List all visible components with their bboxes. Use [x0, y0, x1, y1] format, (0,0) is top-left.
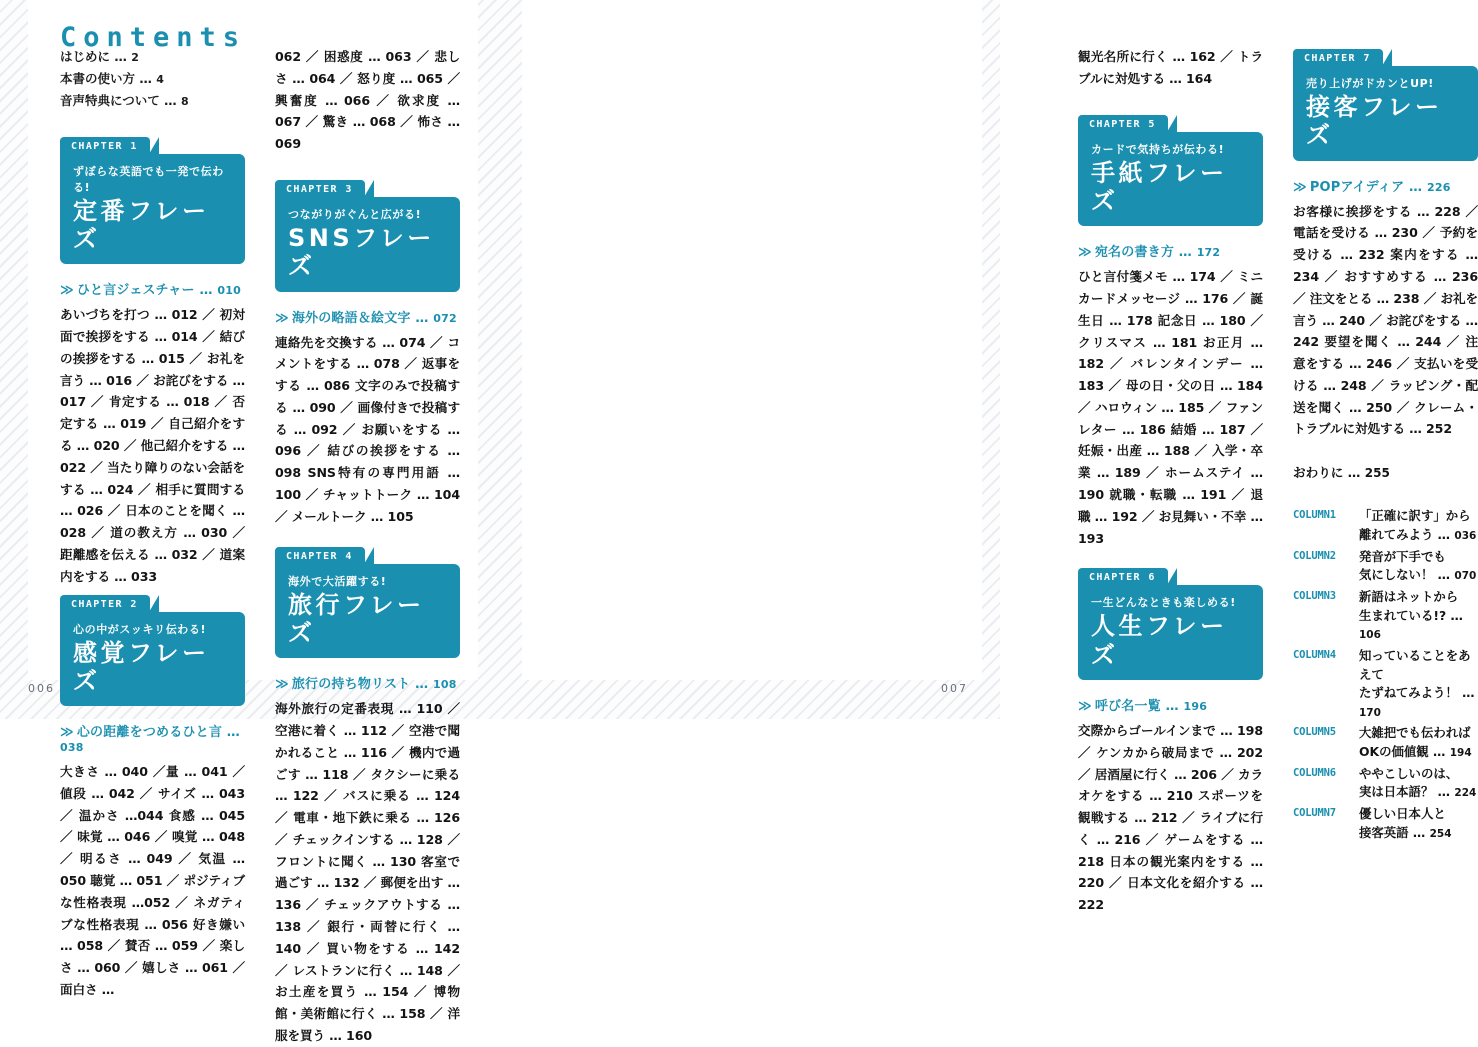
- chapter-banner-2[interactable]: [60, 612, 245, 707]
- leader-dots: …: [1347, 465, 1361, 481]
- leader-dots: …: [114, 49, 127, 64]
- page-number: 4: [156, 72, 164, 86]
- section-heading-7[interactable]: [1293, 176, 1478, 195]
- section-heading-1[interactable]: [60, 279, 245, 298]
- chapter-title: 接客フレーズ: [1306, 93, 1443, 150]
- page-number: 255: [1364, 466, 1390, 481]
- chapter-banner-5[interactable]: [1078, 132, 1263, 227]
- section-heading-6[interactable]: [1078, 695, 1263, 714]
- front-matter-item[interactable]: [60, 68, 245, 90]
- leader-dots: …: [226, 725, 240, 741]
- column-essay-text: [1359, 647, 1478, 722]
- chapter-block-2: [60, 592, 245, 707]
- chapter-banner-3[interactable]: [275, 197, 460, 292]
- leader-dots: …: [1433, 744, 1446, 760]
- leader-dots: …: [1412, 824, 1426, 840]
- chapter-subtitle: 一生どんなときも楽しめる!: [1091, 596, 1236, 610]
- column-essay-label: COLUMN2: [1293, 549, 1336, 562]
- chapter-tab-4: CHAPTER 4: [275, 547, 365, 565]
- column-essay-table: [1293, 507, 1478, 842]
- front-matter-item[interactable]: [60, 46, 245, 68]
- column-essay-text: [1359, 507, 1478, 544]
- chapter-entries-3: 連絡先を交換する … 074 ／ コメントをする … 078 ／ 返事をする … 086 文字のみで投稿する … 090 ／ 画像付きで投稿する … 092 ／ お願いをする … 096 ／ 結びの挨拶をする … 098 SNS特有の専門用語 … 100 ／ チャットトーク … 104 ／ メールトーク … 105: [275, 334, 460, 524]
- chapter-title: 人生フレーズ: [1091, 612, 1228, 669]
- page-number: 106: [1359, 629, 1381, 642]
- chapter-title: SNSフレーズ: [288, 223, 435, 281]
- chapter-title: 定番フレーズ: [73, 196, 210, 254]
- column-essay-text: [1359, 724, 1478, 761]
- column-essay-line2: 気にしない！: [1359, 567, 1434, 583]
- column-essay-text: [1359, 765, 1478, 802]
- page-number: 108: [433, 678, 457, 692]
- leader-dots: …: [1462, 685, 1475, 701]
- left-page-columns: [60, 46, 460, 1047]
- chapter-subtitle: 心の中がスッキリ伝わる!: [73, 622, 207, 636]
- column-essay-row[interactable]: [1293, 724, 1478, 761]
- column-essay-text: [1359, 588, 1478, 644]
- section-heading-5[interactable]: [1078, 241, 1263, 260]
- leader-dots: …: [199, 283, 213, 299]
- chapter-subtitle: つながりがぐんと広がる!: [288, 207, 422, 221]
- double-chevron-icon: ≫: [1078, 698, 1092, 714]
- column-essay-row[interactable]: [1293, 805, 1478, 842]
- column-2: [275, 46, 460, 1047]
- leader-dots: …: [415, 677, 429, 693]
- page-number: 194: [1449, 747, 1472, 760]
- column-essay-line2: 接客英語: [1359, 824, 1409, 840]
- column-essay-row[interactable]: [1293, 765, 1478, 802]
- chapter-block-3: [275, 177, 460, 292]
- column-essay-text: [1359, 548, 1478, 585]
- column-essay-line1: 大雑把でも伝われば: [1359, 725, 1471, 741]
- front-matter-list: [60, 46, 245, 112]
- leader-dots: …: [139, 70, 152, 86]
- double-chevron-icon: ≫: [1078, 245, 1092, 261]
- column-essay-line1: 新語はネットから: [1359, 588, 1459, 604]
- section-label: 旅行の持ち物リスト: [291, 677, 411, 693]
- column-1: [60, 46, 245, 1047]
- leader-dots: …: [1437, 526, 1451, 542]
- folio-left: 006: [28, 682, 55, 695]
- page-number: 170: [1359, 706, 1381, 719]
- front-matter-item[interactable]: [60, 90, 245, 112]
- chapter-banner-4[interactable]: [275, 564, 460, 659]
- section-label: ひと言ジェスチャー: [76, 283, 195, 299]
- chapter-tab-1: CHAPTER 1: [60, 137, 150, 155]
- section-label: 海外の略語＆絵文字: [291, 310, 411, 326]
- chapter-block-5: [1078, 112, 1263, 227]
- column-essay-label: COLUMN3: [1293, 589, 1336, 602]
- column-essay-row[interactable]: [1293, 548, 1478, 585]
- page-number: 2: [131, 51, 139, 64]
- folio-right: 007: [941, 682, 968, 695]
- leader-dots: …: [1437, 567, 1451, 583]
- page-number: 038: [60, 741, 84, 755]
- page-number: 036: [1454, 529, 1477, 542]
- chapter-tab-5: CHAPTER 5: [1078, 115, 1168, 133]
- page-number: 8: [180, 94, 189, 108]
- leader-dots: …: [415, 310, 429, 326]
- column-essay-line1: 「正確に訳す」から: [1359, 508, 1471, 524]
- leader-dots: …: [1450, 607, 1463, 623]
- page-number: 196: [1183, 699, 1208, 713]
- column-essay-line2: OKの価値観: [1359, 744, 1429, 760]
- column-essay-line1: 知っていることをあえて: [1359, 647, 1471, 682]
- page-number: 254: [1429, 827, 1452, 840]
- leader-dots: …: [1178, 245, 1192, 261]
- column-essay-line2: 離れてみよう: [1359, 526, 1434, 542]
- chapter-entries-7: お客様に挨拶をする … 228 ／ 電話を受ける … 230 ／ 予約を受ける … 232 案内をする … 234 ／ おすすめする … 236 ／ 注文をとる … 238 ／ お礼を言う … 240 ／ お詫びをする … 242 要望を聞く … 244 ／ 注意をする … 246 ／ 支払いを受ける … 248 ／ ラッピング・配送を聞く … 250 ／ クレーム・トラブルに対処する … 252: [1293, 203, 1478, 437]
- column-essay-line2: たずねてみよう！: [1359, 685, 1458, 701]
- section-label: 呼び名一覧: [1094, 698, 1161, 714]
- front-matter-label: はじめに: [60, 49, 111, 64]
- page-number: 226: [1426, 180, 1451, 194]
- chapter-subtitle: 売り上げがドカンとUP!: [1306, 77, 1434, 90]
- front-matter-label: 本書の使い方: [60, 70, 136, 86]
- chapter-entries-2: 大きさ … 040 ／量 … 041 ／ 値段 … 042 ／ サイズ … 043 ／ 温かさ …044 食感 … 045 ／ 味覚 … 046 ／ 嗅覚 … 048 ／ 明るさ … 049 ／ 気温 … 050 聴覚 … 051 ／ ポジティブな性格表現 …052 ／ ネガティブな性格表現 … 056 好き嫌い … 058 ／ 賛否 … 059 ／ 楽しさ … 060 ／ 嬉しさ … 061 ／ 面白さ …: [60, 764, 245, 997]
- chapter-entries-2-continued: 062 ／ 困惑度 … 063 ／ 悲しさ … 064 ／ 怒り度 … 065 ／ 興奮度 … 066 ／ 欲求度 … 067 ／ 驚き … 068 ／ 怖さ … 069: [275, 49, 460, 152]
- column-essay-row[interactable]: [1293, 647, 1478, 722]
- chapter-tab-6: CHAPTER 6: [1078, 568, 1168, 586]
- chapter-banner-1[interactable]: [60, 154, 245, 265]
- column-essay-label: COLUMN6: [1293, 766, 1336, 779]
- ending-label: おわりに: [1293, 465, 1344, 481]
- page-title: Contents: [60, 22, 247, 53]
- column-essay-line1: ややこしいのは、: [1359, 765, 1459, 781]
- chapter-subtitle: カードで気持ちが伝わる!: [1091, 142, 1225, 156]
- ending-entry[interactable]: [1293, 462, 1478, 481]
- column-essay-line2: 生まれている!?: [1359, 607, 1447, 623]
- chapter-title: 旅行フレーズ: [288, 590, 425, 647]
- front-matter-label: 音声特典について: [60, 92, 160, 108]
- column-essay-row[interactable]: [1293, 588, 1478, 644]
- double-chevron-icon: ≫: [60, 283, 74, 299]
- column-3: [1078, 46, 1263, 916]
- section-label: POPアイディア: [1309, 179, 1405, 195]
- chapter-banner-6[interactable]: [1078, 585, 1263, 680]
- leader-dots: …: [1437, 784, 1451, 800]
- page-number: 172: [1196, 246, 1221, 260]
- page-number: 070: [1454, 570, 1477, 583]
- leader-dots: …: [164, 92, 177, 108]
- section-label: 宛名の書き方: [1094, 245, 1175, 261]
- double-chevron-icon: ≫: [275, 677, 289, 693]
- column-essay-label: COLUMN4: [1293, 648, 1336, 661]
- chapter-entries-1: あいづちを打つ … 012 ／ 初対面で挨拶をする … 014 ／ 結びの挨拶をする … 015 ／ お礼を言う … 016 ／ お詫びをする … 017 ／ 肯定する … 018 ／ 否定する … 019 ／ 自己紹介をする … 020 ／ 他己紹介をする … 022 ／ 当たり障りのない会話をする … 024 ／ 相手に質問する … 026 ／ 日本のことを聞く … 028 ／ 道の教え方 … 030 ／ 距離感を伝える … 032 ／ 道案内をする … 033: [60, 307, 245, 584]
- chapter-block-4: [275, 544, 460, 659]
- chapter-entries-4: 海外旅行の定番表現 … 110 ／ 空港に着く … 112 ／ 空港で聞かれること … 116 ／ 機内で過ごす … 118 ／ タクシーに乗る … 122 ／ バスに乗る … 124 ／ 電車・地下鉄に乗る … 126 ／ チェックインする … 128 ／ フロントに聞く … 130 客室で過ごす … 132 ／ 郵便を出す … 136 ／ チェックアウトする … 138 ／ 銀行・両替に行く … 140 ／ 買い物をする … 142 ／ レストランに行く … 148 ／ お土産を買う … 154 ／ 博物館・美術館に行く … 158 ／ 洋服を買う … 160: [275, 701, 460, 1043]
- left-page: [0, 0, 500, 1043]
- page-number: 010: [217, 284, 241, 298]
- chapter-entries-6: 交際からゴールインまで … 198 ／ ケンカから破局まで … 202 ／ 居酒屋に行く … 206 ／ カラオケをする … 210 スポーツを観戦する … 212 ／ ライブに行く … 216 ／ ゲームをする … 218 日本の観光案内をする … 220 ／ 日本文化を紹介する … 222: [1078, 722, 1263, 913]
- section-heading-4[interactable]: [275, 673, 460, 692]
- section-heading-2[interactable]: [60, 721, 245, 755]
- chapter-subtitle: 海外で大活躍する!: [288, 574, 387, 588]
- column-essay-label: COLUMN7: [1293, 807, 1336, 820]
- column-essay-text: [1359, 805, 1478, 842]
- double-chevron-icon: ≫: [275, 310, 289, 326]
- chapter-tab-7: CHAPTER 7: [1293, 49, 1383, 67]
- right-page: [500, 0, 1478, 913]
- chapter-title: 手紙フレーズ: [1091, 158, 1228, 215]
- section-heading-3[interactable]: [275, 307, 460, 326]
- leader-dots: …: [1165, 698, 1179, 714]
- chapter-entries-4-continued: 観光名所に行く … 162 ／ トラブルに対処する … 164: [1078, 49, 1263, 86]
- right-page-columns: [1078, 46, 1478, 916]
- column-essay-line1: 発音が下手でも: [1359, 548, 1446, 564]
- column-essay-label: COLUMN5: [1293, 726, 1336, 739]
- chapter-entries-5: ひと言付箋メモ … 174 ／ ミニカードメッセージ … 176 ／ 誕生日 … 178 記念日 … 180 ／ クリスマス … 181 お正月 … 182 ／ バレンタインデー … 183 ／ 母の日・父の日 … 184 ／ ハロウィン … 185 ／ ファンレター … 186 結婚 … 187 ／ 妊娠・出産 … 188 ／ 入学・卒業 … 189 ／ ホームステイ … 190 就職・転職 … 191 ／ 退職 … 192 ／ お見舞い・不幸 … 193: [1078, 269, 1263, 546]
- chapter-subtitle: ずぼらな英語でも一発で伝わる!: [73, 164, 224, 194]
- chapter-block-7: [1293, 46, 1478, 161]
- column-essay-line2: 実は日本語？: [1359, 784, 1434, 800]
- chapter-tab-3: CHAPTER 3: [275, 180, 365, 198]
- column-4: [1293, 46, 1478, 916]
- page-number: 224: [1454, 787, 1477, 800]
- chapter-block-1: [60, 134, 245, 265]
- chapter-title: 感覚フレーズ: [73, 638, 210, 695]
- leader-dots: …: [1409, 179, 1423, 195]
- column-essay-label: COLUMN1: [1293, 509, 1336, 522]
- chapter-block-6: [1078, 565, 1263, 680]
- page-number: 072: [433, 311, 457, 325]
- column-essay-line1: 優しい日本人と: [1359, 806, 1446, 822]
- double-chevron-icon: ≫: [60, 725, 74, 741]
- chapter-tab-2: CHAPTER 2: [60, 595, 150, 613]
- section-label: 心の距離をつめるひと言: [76, 725, 223, 741]
- column-essay-row[interactable]: [1293, 507, 1478, 544]
- chapter-banner-7[interactable]: [1293, 66, 1478, 161]
- double-chevron-icon: ≫: [1293, 179, 1307, 195]
